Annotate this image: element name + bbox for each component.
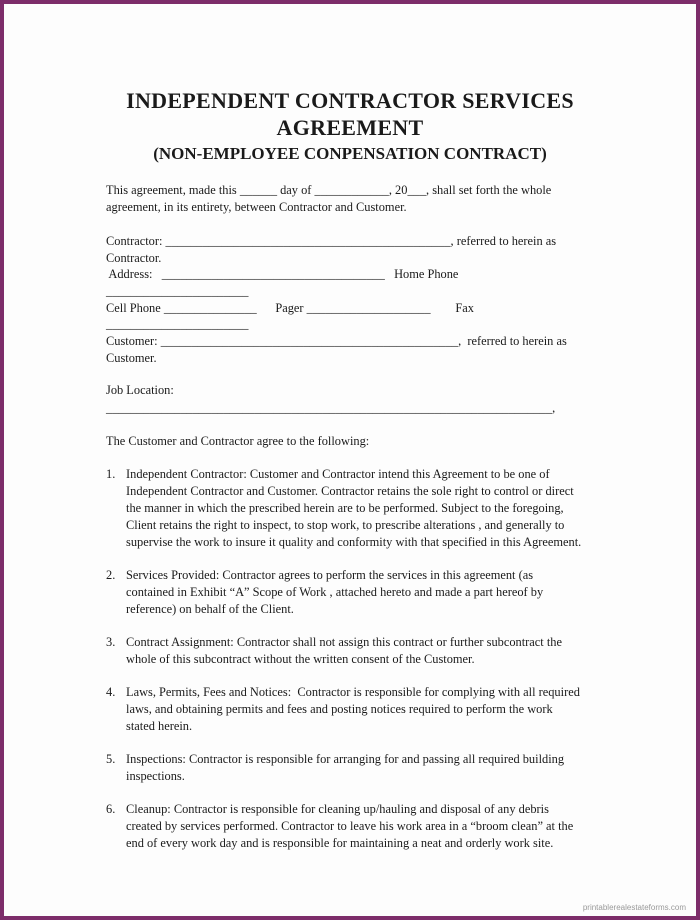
- job-location-label: Job Location:: [106, 383, 174, 397]
- clause-number: 5.: [106, 752, 116, 766]
- clause-2-line: reference) on behalf of the Client.: [126, 602, 294, 616]
- clause-6-line: end of every work day and is responsible for maintaining a neat and orderly work site.: [126, 836, 554, 850]
- intro-line-1: This agreement, made this ______ day of ____________, 20___, shall set forth the whole: [106, 183, 552, 197]
- clause-4-line: laws, and obtaining permits and fees and posting notices required to perform the work: [126, 702, 553, 716]
- clause-3-line: whole of this subcontract without the written consent of the Customer.: [126, 652, 475, 666]
- clause-1-line: Independent Contractor: Customer and Contractor intend this Agreement to be one of: [126, 467, 550, 481]
- clause-1-line: Independent Contractor and Customer. Contractor retains the sole right to control or direct: [126, 484, 574, 498]
- contractor-continuation: Contractor.: [106, 251, 162, 265]
- clause-number: 2.: [106, 568, 116, 582]
- contractor-field: Contractor: ______________________________________________, referred to herein as: [106, 234, 557, 248]
- clause-1-line: supervise the work to insure it quality and conformity with that specified in this Agreement.: [126, 535, 582, 549]
- clause-5-line: inspections.: [126, 769, 185, 783]
- cell-pager-fax-field: Cell Phone _______________ Pager ____________________ Fax: [106, 301, 474, 315]
- intro-line-2: agreement, in its entirety, between Contractor and Customer.: [106, 200, 407, 214]
- clause-2-line: Services Provided: Contractor agrees to perform the services in this agreement (as: [126, 568, 534, 582]
- fax-blank: _______________________: [106, 317, 249, 331]
- clause-1-line: Client retains the right to inspect, to stop work, to prescribe alterations , and generally to: [126, 518, 565, 532]
- clause-number: 4.: [106, 685, 116, 699]
- clause-4-line: stated herein.: [126, 719, 193, 733]
- watermark: printablerealestateforms.com: [582, 903, 686, 912]
- clause-4-line: Laws, Permits, Fees and Notices: Contractor is responsible for complying with all required: [126, 685, 580, 699]
- agree-intro: The Customer and Contractor agree to the following:: [106, 434, 370, 448]
- job-location-blank: ________________________________________________________________________,: [106, 401, 556, 415]
- clause-6-line: created by services performed. Contractor to leave his work area in a “broom clean” at the: [126, 819, 574, 833]
- title-line-2: AGREEMENT: [276, 115, 424, 140]
- address-field: Address: ____________________________________ Home Phone: [106, 267, 459, 281]
- subtitle: (NON-EMPLOYEE CONPENSATION CONTRACT): [153, 144, 547, 163]
- clause-1-line: the manner in which the prescribed herein are to be performed. Subject to the foregoing,: [126, 501, 564, 515]
- customer-field: Customer: ________________________________________________, referred to herein as: [106, 334, 567, 348]
- document-page: [4, 4, 696, 916]
- clause-2-line: contained in Exhibit “A” Scope of Work , attached hereto and made a part hereof by: [126, 585, 544, 599]
- clause-3-line: Contract Assignment: Contractor shall not assign this contract or further subcontract the: [126, 635, 562, 649]
- clause-number: 1.: [106, 467, 116, 481]
- clause-number: 6.: [106, 802, 116, 816]
- clause-number: 3.: [106, 635, 116, 649]
- clause-5-line: Inspections: Contractor is responsible for arranging for and passing all required building: [126, 752, 565, 766]
- clause-6-line: Cleanup: Contractor is responsible for cleaning up/hauling and disposal of any debris: [126, 802, 549, 816]
- customer-continuation: Customer.: [106, 351, 157, 365]
- title-line-1: INDEPENDENT CONTRACTOR SERVICES: [126, 88, 574, 113]
- home-phone-blank: _______________________: [106, 284, 249, 298]
